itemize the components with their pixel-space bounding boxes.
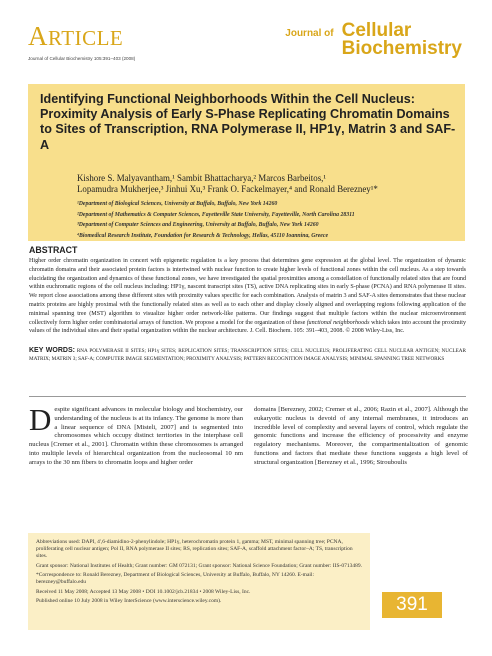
abstract-text-part: which takes into account the proximity values of the individual sites and their spatial organization within the nuclear architecture. J. Cell. Biochem. 105: 391–403, 2008. © 2008 Wiley-Liss, Inc. <box>29 319 467 335</box>
affiliation: ⁴Biomedical Research Institute, Foundation for Research & Technology, Hellas, 45110 Ioannina, Greece <box>77 232 329 239</box>
article-label-initial: A <box>28 21 48 51</box>
body-text: espite significant advances in molecular biology and biochemistry, our understanding of the nucleus is at its infancy. The genome is more than a linear sequence of DNA [Misteli, 2007] and is segmented into chromosomes which occupy distinct territories in the interphase cell nucleus [Cremer et al., 2001]. Chromatin within these chromosomes is arranged into multiple levels of hierarchical organization from the nucleosomal 10 nm arrays to the 30 nm fibers to chromatin loops and higher order <box>29 406 243 466</box>
journal-logo <box>285 22 462 58</box>
article-label <box>28 21 135 51</box>
article-header <box>28 21 136 61</box>
footnote-published: Published online 10 July 2008 in Wiley InterScience (www.interscience.wiley.com). <box>36 598 222 605</box>
drop-cap: D <box>29 402 52 437</box>
keywords-list: RNA POLYMERASE II SITES; HP1γ SITES; REPLICATION SITES; TRANSCRIPTION SITES; CELL NUCLEUS; PROLIFERATING CELL NUCLEAR ANTIGEN; NUCLEAR MATRIX; MATRIN 3; SAF-A; COMPUTER IMAGE SEGMENTATION; PROXIMITY ANALYSIS; PATTERN RECOGNITION IMAGE ANALYSIS; MINIMAL SPANNING TREE NETWORKS <box>29 348 466 362</box>
footnote-correspondence: *Correspondence to: Ronald Berezney, Department of Biological Sciences, University at Buffalo, Buffalo, NY 14260. E-mail: berezney@buffalo.edu <box>36 572 314 586</box>
abstract-text <box>29 257 466 336</box>
abstract-heading: ABSTRACT <box>29 245 78 255</box>
footnote-abbreviations: Abbreviations used: DAPI, 4',6-diamidino-2-phenylindole; HP1γ, heterochromatin protein 1, gamma; MST, minimal spanning tree; PCNA, proliferating cell nuclear antigen; Pol II, RNA polymerase II sites; RS, replication sites; SAF-A, scaffold attachment factor–A; TS, transcription sites. <box>36 539 353 560</box>
abstract-text-part: Higher order chromatin organization in concert with epigenetic regulation is a key process that determines gene expression at the global level. The organization of dynamic chromatin domains and their associated protein factors is intertwined with nuclear function to create higher levels of functional zones within the cell nucleus. As a step towards elucidating the organization and dynamics of these functional zones, we have investigated the spatial proximities among a constellation of functionally related sites that are found within euchromatic regions of the cell nucleus including: HP1γ, nascent transcript sites (TS), active DNA replicating sites in early S-phase (PCNA) and RNA polymerase II sites. We report close associations among these different sites with proximity values specific for each combination. Analysis of matrin 3 and SAF-A sites demonstrates that these nuclear matrix proteins are highly proximal with the functionally related sites as well as to each other and display closely aligned and overlapping regions following application of the minimal spanning tree (MST) algorithm to visualize higher order network-like patterns. Our findings suggest that multiple factors within the nuclear microenvironment collectively form higher order combinatorial arrays of function. We propose a model for the organization of these <box>29 258 466 326</box>
affiliation: ³Department of Computer Sciences and Engineering, University at Buffalo, Buffalo, New York 14260 <box>77 222 319 228</box>
journal-name <box>342 22 462 58</box>
author-line-1: Kishore S. Malyavantham,¹ Sambit Bhattacharya,² Marcos Barbeitos,¹ <box>77 173 327 183</box>
footnote-box <box>28 533 370 630</box>
footnote-received: Received 11 May 2008; Accepted 13 May 2008 • DOI 10.1002/jcb.21834 • 2008 Wiley-Liss, Inc. <box>36 588 251 595</box>
body-column-left <box>29 402 243 467</box>
keywords <box>29 347 466 363</box>
keywords-heading: KEY WORDS: <box>29 347 75 354</box>
footnote-grants: Grant sponsor: National Institutes of Health; Grant number: GM 072131; Grant sponsor: National Science Foundation; Grant number: IIS-0713489. <box>36 562 362 569</box>
journal-name-line2: Biochemistry <box>341 38 462 59</box>
affiliation: ¹Department of Biological Sciences, University at Buffalo, Buffalo, New York 14260 <box>77 201 278 207</box>
affiliations <box>77 199 462 241</box>
title-box <box>28 84 465 241</box>
section-divider <box>29 396 466 397</box>
journal-of-label: Journal of <box>285 28 334 39</box>
journal-citation: Journal of Cellular Biochemistry 105:391–403 (2008) <box>28 56 136 61</box>
page-number: 391 <box>382 592 442 618</box>
author-line-2: Lopamudra Mukherjee,³ Jinhui Xu,³ Frank O. Fackelmayer,⁴ and Ronald Berezney¹* <box>77 184 378 194</box>
abstract-italic-term: functional neighborhoods <box>306 319 370 326</box>
journal-name-line1: Cellular <box>341 20 412 41</box>
author-list <box>77 173 462 195</box>
affiliation: ²Department of Mathematics & Computer Sciences, Fayetteville State University, Fayetteville, North Carolina 28311 <box>77 211 355 218</box>
body-column-right: domains [Berezney, 2002; Cremer et al., 2006; Razin et al., 2007]. Although the eukaryotic nucleus is devoid of any internal membranes, it introduces an incredible level of complexity and several layers of control, which regulate the genomic functions and increase the efficiency of processivity and enzyme regulatory mechanisms. Moreover, the compartmentalization of genomic functions and factors that mediate these functions suggests a high level of structural organization [Berezney et al., 1996; Strouboulis <box>254 406 468 466</box>
article-title: Identifying Functional Neighborhoods Within the Cell Nucleus: Proximity Analysis of Early S-Phase Replicating Chromatin Domains to Sites of Transcription, RNA Polymerase II, HP1γ, Matrin 3 and SAF-A <box>40 92 456 152</box>
article-label-rest: RTICLE <box>48 26 124 50</box>
